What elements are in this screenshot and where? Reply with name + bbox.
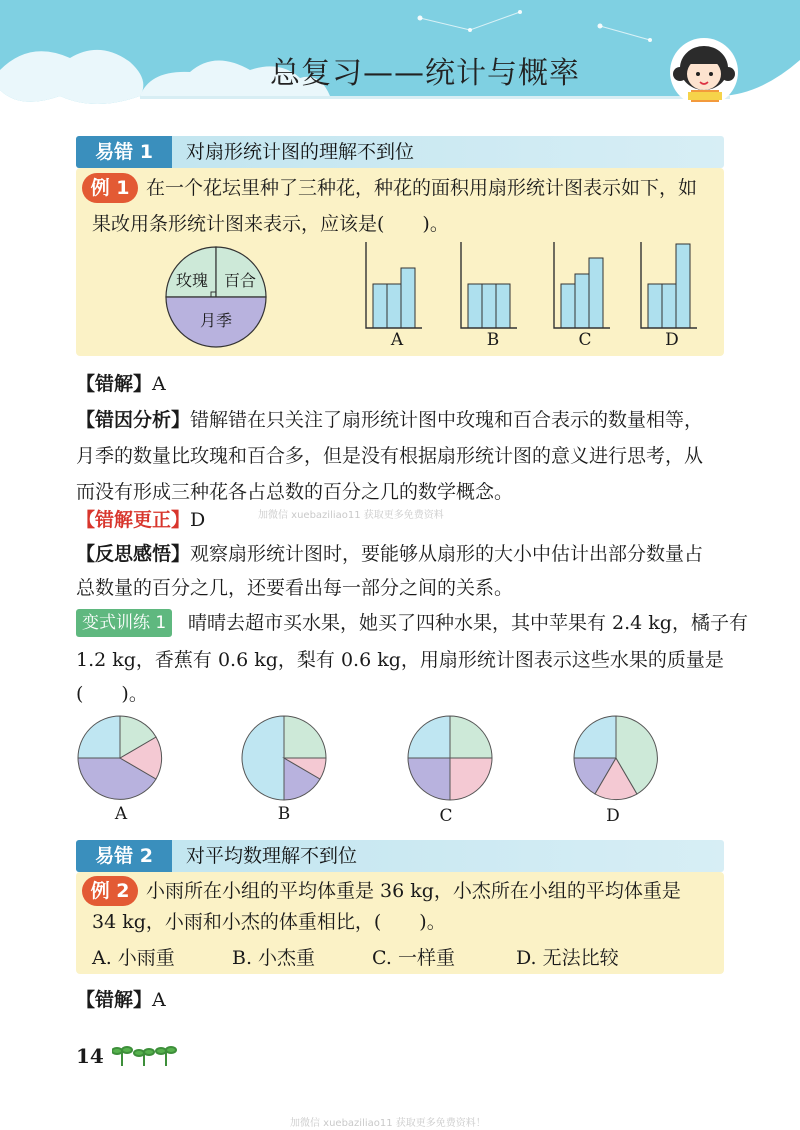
pie-label-rose: 玫瑰	[175, 271, 208, 290]
bar-C-2	[575, 274, 589, 328]
bar-option-A-label: A	[390, 330, 404, 350]
reason-line1	[76, 402, 703, 439]
bar-C-3	[589, 258, 603, 328]
sprout-decoration-icon	[112, 1042, 178, 1068]
bar-B-1	[468, 284, 482, 328]
pie-label-lily: 百合	[223, 271, 256, 290]
reason-line2: 月季的数量比玫瑰和百合多，但是没有根据扇形统计图的意义进行思考，从	[76, 445, 704, 467]
bar-option-C-label: C	[578, 330, 592, 350]
pie-option-C-label: C	[439, 806, 453, 826]
pie-option-A-label: A	[114, 804, 128, 824]
bar-chart-options	[360, 242, 706, 330]
section2-bar	[76, 840, 724, 872]
girl-reading-icon	[658, 32, 750, 104]
bar-A-1	[373, 284, 387, 328]
watermark-bottom: 加微信 xuebaziliao11 获取更多免费资料！	[290, 1118, 486, 1129]
pie-label-yueji: 月季	[199, 311, 232, 330]
reflect-label: 【反思感悟】	[76, 543, 191, 565]
variant-tag: 变式训练 1	[76, 609, 172, 637]
reflect-line2: 总数量的百分之几，还要看出每一部分之间的关系。	[76, 577, 514, 599]
example1-badge: 例 1	[82, 173, 138, 203]
section1-title: 对扇形统计图的理解不到位	[186, 141, 415, 163]
bar-option-D-label: D	[665, 330, 679, 350]
fruit-pie-A	[76, 714, 166, 804]
bar-B-3	[496, 284, 510, 328]
section2-tag: 易错 2	[76, 840, 172, 872]
page-header	[0, 0, 800, 112]
fruit-pie-D	[572, 714, 662, 804]
wrong-answer2-row	[76, 982, 166, 1019]
bar-D-1	[648, 284, 662, 328]
variant-line3: ( )。	[76, 683, 148, 705]
section2-title: 对平均数理解不到位	[186, 845, 358, 867]
flower-pie-chart	[160, 244, 272, 350]
example2-option-D: D. 无法比较	[516, 947, 619, 969]
example2-line2: 34 kg，小雨和小杰的体重相比，( )。	[92, 911, 446, 933]
reflect-text1: 观察扇形统计图时，要能够从扇形的大小中估计出部分数量占	[190, 543, 704, 565]
variant-line1: 晴晴去超市买水果，她买了四种水果，其中苹果有 2.4 kg，橘子有	[188, 612, 748, 634]
wrong-answer-label: 【错解】	[76, 373, 153, 395]
example2-option-C: C. 一样重	[372, 947, 455, 969]
bar-D-2	[662, 284, 676, 328]
reason-line3: 而没有形成三种花各占总数的百分之几的数学概念。	[76, 481, 514, 503]
pie-option-D-label: D	[606, 806, 620, 826]
example2-option-A: A. 小雨重	[92, 947, 175, 969]
example1-line2: 果改用条形统计图来表示，应该是( )。	[92, 213, 449, 235]
page-title: 总复习——统计与概率	[270, 56, 580, 91]
bar-B-2	[482, 284, 496, 328]
reflect-line1	[76, 536, 703, 573]
correct-answer-label: 【错解更正】	[76, 509, 191, 531]
wrong-answer-value: A	[152, 373, 166, 395]
example2-option-B: B. 小杰重	[232, 947, 316, 969]
bar-D-3	[676, 244, 690, 328]
fruit-pie-C	[406, 714, 496, 804]
bar-A-3	[401, 268, 415, 328]
wrong-answer-row	[76, 366, 166, 403]
wrong-answer2-value: A	[152, 989, 166, 1011]
page-number: 14	[76, 1044, 104, 1068]
reason-label: 【错因分析】	[76, 409, 191, 431]
example2-line1: 小雨所在小组的平均体重是 36 kg，小杰所在小组的平均体重是	[146, 880, 681, 902]
correct-answer-row	[76, 502, 205, 539]
bar-C-1	[561, 284, 575, 328]
section1-tag: 易错 1	[76, 136, 172, 168]
bar-A-2	[387, 284, 401, 328]
example2-badge: 例 2	[82, 876, 138, 906]
fruit-pie-B	[240, 714, 330, 804]
bar-option-B-label: B	[486, 330, 500, 350]
pie-option-B-label: B	[277, 804, 291, 824]
correct-answer-value: D	[190, 509, 206, 531]
watermark-middle: 加微信 xuebaziliao11 获取更多免费资料	[258, 510, 444, 521]
reason-text1: 错解错在只关注了扇形统计图中玫瑰和百合表示的数量相等，	[190, 409, 704, 431]
example1-line1: 在一个花坛里种了三种花，种花的面积用扇形统计图表示如下，如	[146, 177, 698, 199]
variant-line2: 1.2 kg，香蕉有 0.6 kg，梨有 0.6 kg，用扇形统计图表示这些水果的质量是	[76, 649, 724, 671]
wrong-answer2-label: 【错解】	[76, 989, 153, 1011]
